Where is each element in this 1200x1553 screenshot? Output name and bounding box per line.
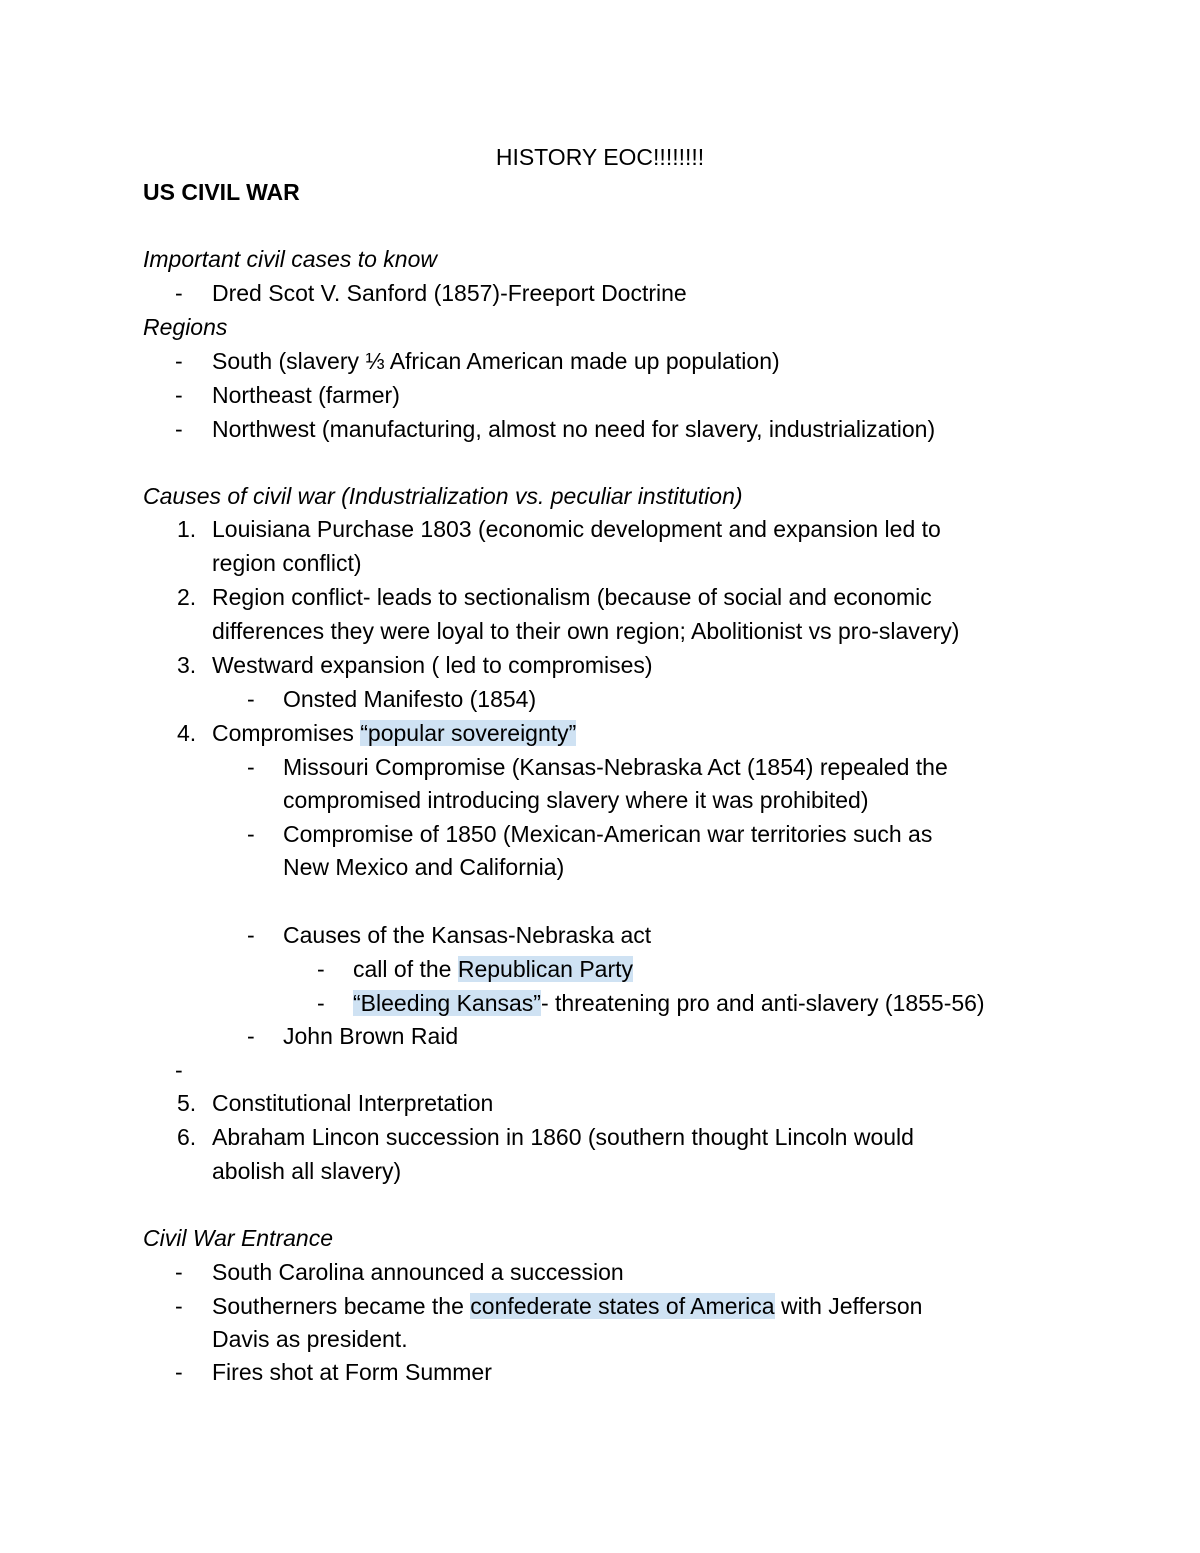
bullet-dash: -	[247, 1023, 255, 1049]
list-number: 4.	[177, 720, 197, 746]
causes-title: Causes of civil war (Industrialization vs. peculiar institution)	[143, 483, 743, 509]
list-number: 5.	[177, 1090, 197, 1116]
list-item: Constitutional Interpretation	[212, 1090, 494, 1116]
list-item: Northwest (manufacturing, almost no need for slavery, industrialization)	[212, 416, 936, 442]
list-item-continued: Davis as president.	[212, 1326, 408, 1352]
list-item	[212, 1291, 922, 1321]
bullet-dash: -	[175, 382, 183, 408]
entrance-title: Civil War Entrance	[143, 1225, 334, 1251]
bullet-dash: -	[175, 1359, 183, 1385]
list-item-continued: differences they were loyal to their own region; Abolitionist vs pro-slavery)	[212, 618, 960, 644]
list-item: Region conflict- leads to sectionalism (because of social and economic	[212, 584, 932, 610]
bullet-dash: -	[247, 821, 255, 847]
list-item: South (slavery ⅓ African American made up population)	[212, 348, 780, 374]
list-number: 3.	[177, 652, 197, 678]
regions-title: Regions	[143, 314, 228, 340]
list-number: 6.	[177, 1124, 197, 1150]
sub-list-item: Causes of the Kansas-Nebraska act	[283, 922, 652, 948]
bullet-dash: -	[247, 754, 255, 780]
list-item	[212, 718, 576, 748]
list-item: South Carolina announced a succession	[212, 1259, 624, 1285]
bullet-dash: -	[175, 1259, 183, 1285]
list-item-continued: region conflict)	[212, 550, 362, 576]
bullet-dash: -	[175, 1293, 183, 1319]
bullet-dash: -	[317, 990, 325, 1016]
list-item: Abraham Lincon succession in 1860 (southern thought Lincoln would	[212, 1124, 914, 1150]
item-text: Southerners became the	[212, 1293, 471, 1319]
highlighted-text: confederate states of America	[470, 1293, 775, 1319]
list-item: Westward expansion ( led to compromises)	[212, 652, 653, 678]
list-number: 2.	[177, 584, 197, 610]
item-text: with Jefferson	[774, 1293, 923, 1319]
bullet-dash: -	[175, 280, 183, 306]
list-item: Louisiana Purchase 1803 (economic development and expansion led to	[212, 516, 941, 542]
highlighted-text: “popular sovereignty”	[360, 720, 577, 746]
list-item-continued: abolish all slavery)	[212, 1158, 402, 1184]
sub-list-item-continued: New Mexico and California)	[283, 854, 565, 880]
highlighted-text: “Bleeding Kansas”	[353, 990, 541, 1016]
sub-sub-list-item	[353, 988, 985, 1018]
bullet-dash: -	[175, 348, 183, 374]
page-title: HISTORY EOC!!!!!!!!	[495, 144, 705, 170]
item-text: call of the	[353, 956, 458, 982]
sub-list-item: Compromise of 1850 (Mexican-American war territories such as	[283, 821, 933, 847]
sub-list-item: Onsted Manifesto (1854)	[283, 686, 537, 712]
sub-sub-list-item	[353, 954, 633, 984]
bullet-dash: -	[247, 922, 255, 948]
cases-title: Important civil cases to know	[143, 246, 438, 272]
sub-list-item-continued: compromised introducing slavery where it was prohibited)	[283, 787, 869, 813]
sub-list-item: Missouri Compromise (Kansas-Nebraska Act (1854) repealed the	[283, 754, 948, 780]
list-number: 1.	[177, 516, 197, 542]
highlighted-text: Republican Party	[457, 956, 633, 982]
section-heading: US CIVIL WAR	[143, 179, 300, 205]
bullet-dash: -	[175, 416, 183, 442]
sub-list-item: John Brown Raid	[283, 1023, 459, 1049]
bullet-dash: -	[175, 1057, 183, 1083]
item-text: - threatening pro and anti-slavery (1855-56)	[540, 990, 985, 1016]
item-text: Compromises	[212, 720, 361, 746]
list-item: Northeast (farmer)	[212, 382, 400, 408]
list-item: Dred Scot V. Sanford (1857)-Freeport Doctrine	[212, 280, 687, 306]
bullet-dash: -	[247, 686, 255, 712]
bullet-dash: -	[317, 956, 325, 982]
list-item: Fires shot at Form Summer	[212, 1359, 492, 1385]
